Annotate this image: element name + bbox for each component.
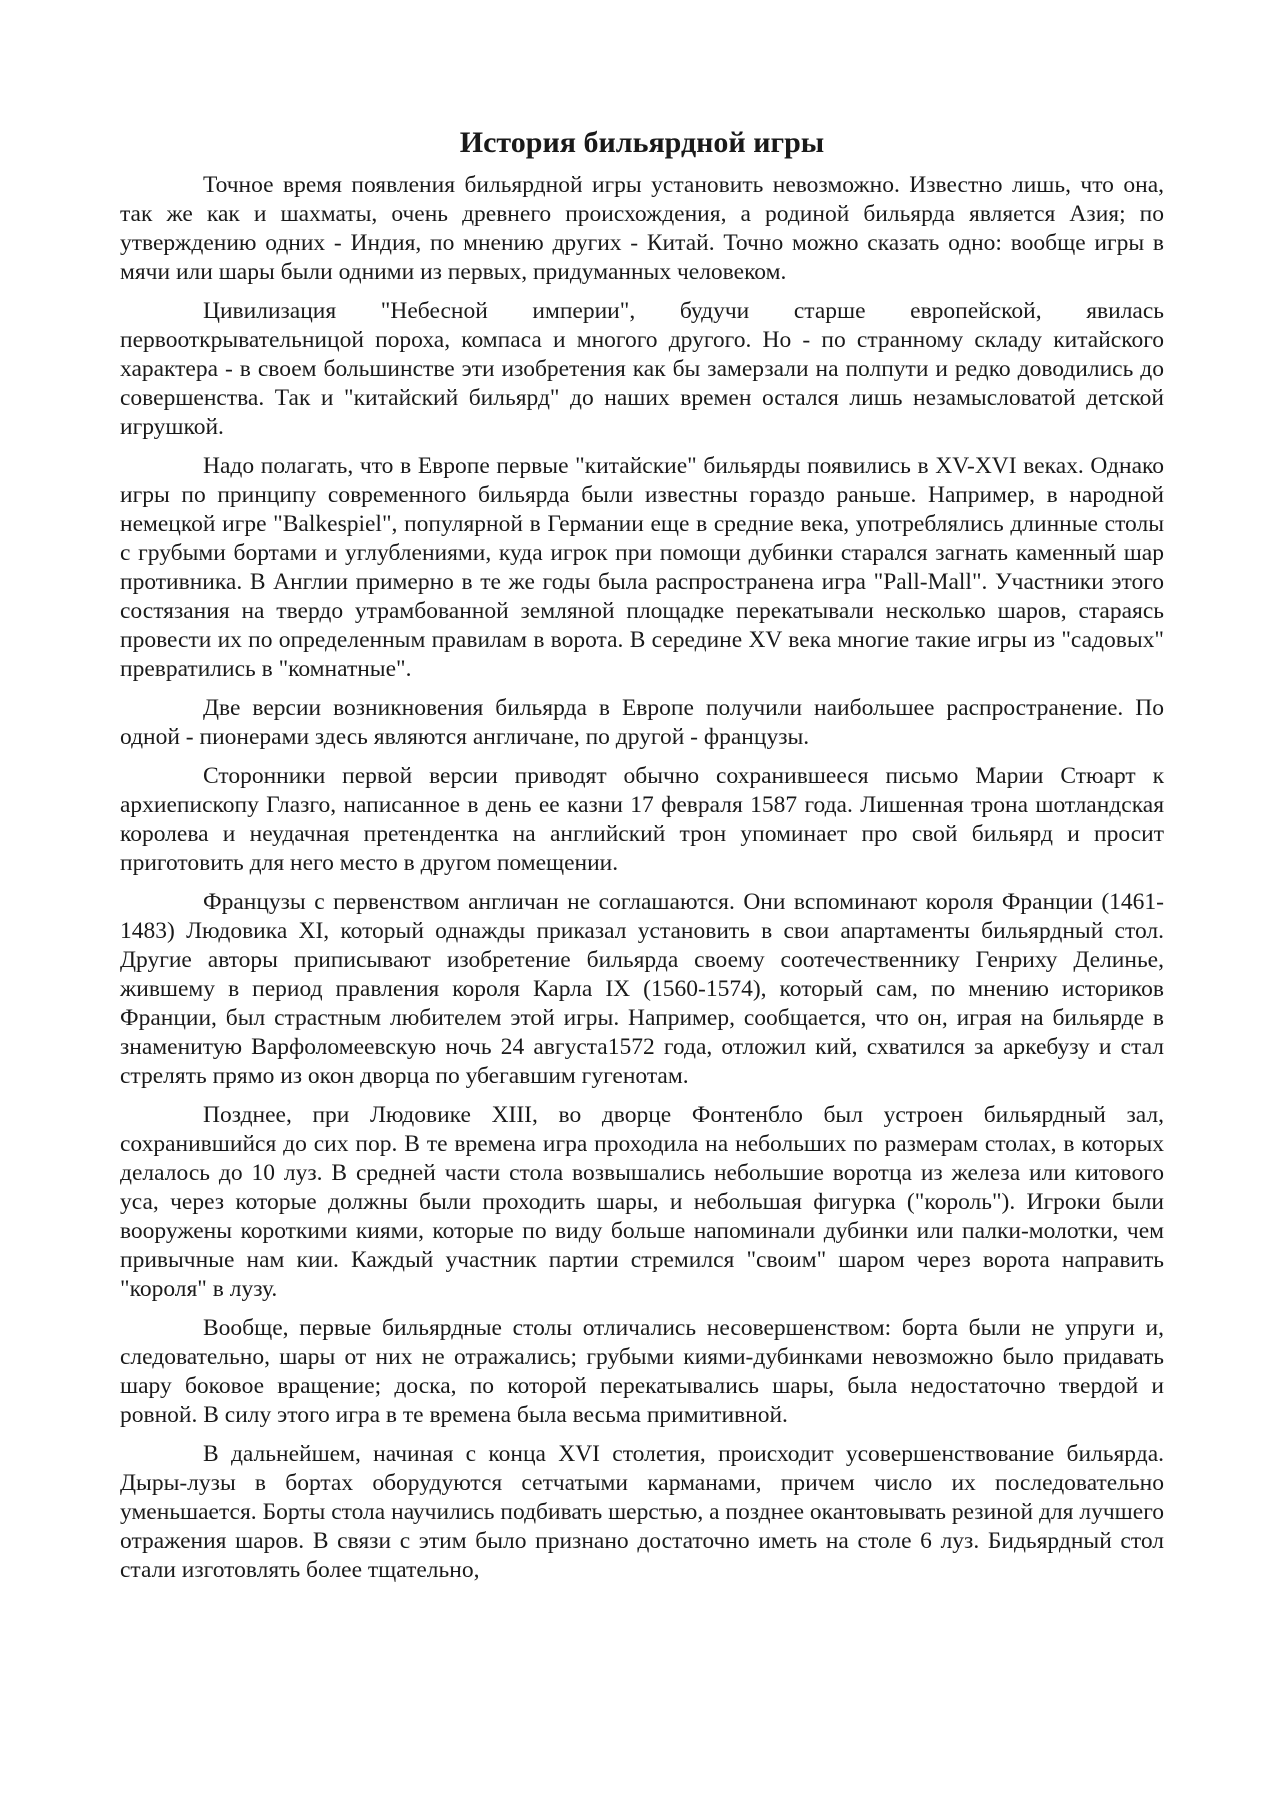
paragraph-3: Надо полагать, что в Европе первые "китайские" бильярды появились в XV-XVI веках. Однако игры по принципу современного бильярда были известны гораздо раньше. Например, в народной немецкой игре "Balkespiel", популярной в Германии еще в средние века, употреблялись длинные столы с грубыми бортами и углублениями, куда игрок при помощи дубинки старался загнать каменный шар противника. В Англии примерно в те же годы была распространена игра "Pall-Mall". Участники этого состязания на твердо утрамбованной земляной площадке перекатывали несколько шаров, стараясь провести их по определенным правилам в ворота. В середине XV века многие такие игры из "садовых" превратились в "комнатные". [120,453,1164,682]
paragraph-4: Две версии возникновения бильярда в Европе получили наибольшее распространение. По одной - пионерами здесь являются англичане, по другой - французы. [120,695,1164,750]
paragraph-2: Цивилизация "Небесной империи", будучи старше европейской, явилась первооткрывательницой пороха, компаса и многого другого. Но - по странному складу китайского характера - в своем большинстве эти изобретения как бы замерзали на полпути и редко доводились до совершенства. Так и "китайский бильярд" до наших времен остался лишь незамысловатой детской игрушкой. [120,298,1164,440]
paragraph-8: Вообще, первые бильярдные столы отличались несовершенством: борта были не упруги и, следовательно, шары от них не отражались; грубыми киями-дубинками невозможно было придавать шару боковое вращение; доска, по которой перекатывались шары, была недостаточно твердой и ровной. В силу этого игра в те времена была весьма примитивной. [120,1315,1164,1428]
document-page [120,115,1164,1585]
paragraph-9: В дальнейшем, начиная с конца XVI столетия, происходит усовершенствование бильярда. Дыры-лузы в бортах оборудуются сетчатыми карманами, причем число их последовательно уменьшается. Борты стола научились подбивать шерстью, а позднее окантовывать резиной для лучшего отражения шаров. В связи с этим было признано достаточно иметь на столе 6 луз. Бидьярдный стол стали изготовлять более тщательно, [120,1441,1164,1583]
document-title: История бильярдной игры [459,126,825,159]
paragraph-7: Позднее, при Людовике XIII, во дворце Фонтенбло был устроен бильярдный зал, сохранившийся до сих пор. В те времена игра проходила на небольших по размерам столах, в которых делалось до 10 луз. В средней части стола возвышались небольшие воротца из железа или китового уса, через которые должны были проходить шары, и небольшая фигурка ("король"). Игроки были вооружены короткими киями, которые по виду больше напоминали дубинки или палки-молотки, чем привычные нам кии. Каждый участник партии стремился "своим" шаром через ворота направить "короля" в лузу. [120,1102,1164,1302]
paragraph-5: Сторонники первой версии приводят обычно сохранившееся письмо Марии Стюарт к архиепископу Глазго, написанное в день ее казни 17 февраля 1587 года. Лишенная трона шотландская королева и неудачная претендентка на английский трон упоминает про свой бильярд и просит приготовить для него место в другом помещении. [120,763,1164,876]
paragraph-1: Точное время появления бильярдной игры установить невозможно. Известно лишь, что она, так же как и шахматы, очень древнего происхождения, а родиной бильярда является Азия; по утверждению одних - Индия, по мнению других - Китай. Точно можно сказать одно: вообще игры в мячи или шары были одними из первых, придуманных человеком. [120,172,1164,285]
paragraph-6: Французы с первенством англичан не соглашаются. Они вспоминают короля Франции (1461-1483) Людовика XI, который однажды приказал установить в свои апартаменты бильярдный стол. Другие авторы приписывают изобретение бильярда своему соотечественнику Генриху Делинье, жившему в период правления короля Карла IX (1560-1574), который сам, по мнению историков Франции, был страстным любителем этой игры. Например, сообщается, что он, играя на бильярде в знаменитую Варфоломеевскую ночь 24 августа1572 года, отложил кий, схватился за аркебузу и стал стрелять прямо из окон дворца по убегавшим гугенотам. [120,889,1164,1089]
